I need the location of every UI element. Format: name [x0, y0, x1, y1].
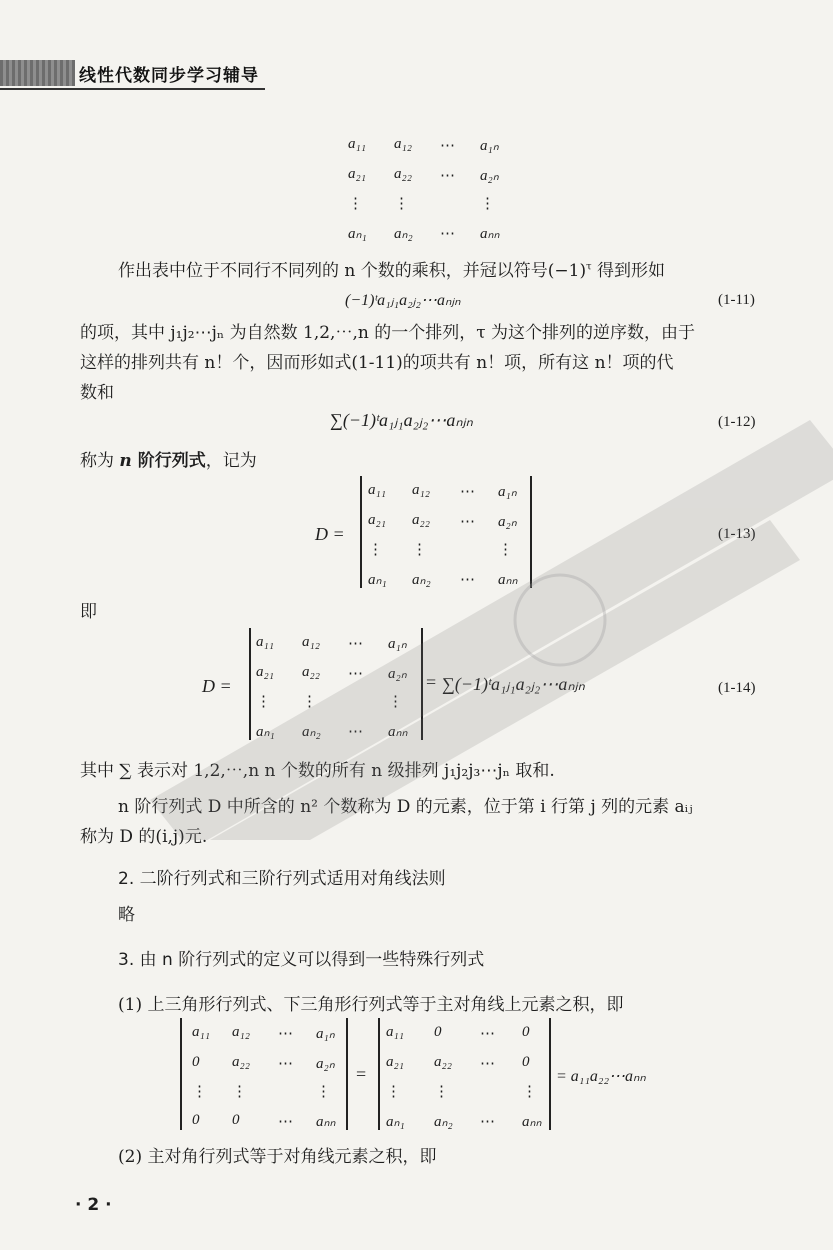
matrix-cell: ⋯: [278, 1056, 293, 1072]
section-3-heading: 3. 由 n 阶行列式的定义可以得到一些特殊行列式: [118, 950, 485, 970]
matrix-cell: ⋯: [480, 1026, 495, 1042]
matrix-cell: aₙ₁: [348, 226, 367, 242]
matrix-cell: ⋯: [278, 1026, 293, 1042]
matrix-cell: aₙ₁: [368, 572, 387, 588]
paragraph-6: 其中 ∑ 表示对 1,2,⋯,n n 个数的所有 n 级排列 j₁j₂j₃⋯jₙ 取和.: [80, 761, 555, 781]
matrix-cell: 0: [522, 1054, 530, 1070]
matrix-cell: a₁₂: [302, 634, 320, 650]
matrix-cell: ⋯: [348, 666, 363, 682]
matrix-cell: a₂₂: [434, 1054, 452, 1070]
matrix-cell: ⋮: [316, 1084, 331, 1100]
matrix-cell: a₁ₙ: [498, 484, 517, 500]
term-formula: (−1)ᵗa₁ⱼ₁a₂ⱼ₂⋯aₙⱼₙ: [345, 292, 461, 309]
matrix-cell: aₙₙ: [522, 1114, 542, 1130]
ji-label: 即: [80, 602, 97, 622]
matrix-cell: a₂ₙ: [316, 1056, 335, 1072]
paragraph-4: 数和: [80, 383, 114, 403]
definition-n: n: [119, 451, 132, 471]
matrix-cell: ⋮: [388, 694, 403, 710]
diagonal-product: = a₁₁a₂₂⋯aₙₙ: [556, 1068, 646, 1085]
matrix-cell: ⋮: [302, 694, 317, 710]
matrix-cell: ⋯: [460, 514, 475, 530]
paragraph-2: 的项，其中 j₁j₂⋯jₙ 为自然数 1,2,⋯,n 的一个排列，τ 为这个排列的逆序数，由于: [80, 323, 696, 343]
matrix-cell: ⋮: [412, 542, 427, 558]
matrix-cell: a₁ₙ: [388, 636, 407, 652]
determinant-bar-left: [180, 1018, 182, 1130]
paragraph-3: 这样的排列共有 n！个，因而形如式(1-11)的项共有 n！项，所有这 n！项的代: [80, 353, 674, 373]
d-equals-1-13: D =: [315, 524, 345, 544]
determinant-bar-right: [549, 1018, 551, 1130]
matrix-cell: ⋯: [480, 1056, 495, 1072]
header-rule: [0, 88, 265, 90]
equation-number-1-14: (1-14): [718, 680, 756, 696]
matrix-cell: ⋮: [498, 542, 513, 558]
determinant-bar-right: [421, 628, 423, 740]
matrix-cell: a₁₁: [386, 1024, 404, 1040]
matrix-cell: a₁ₙ: [316, 1026, 335, 1042]
paragraph-8: 称为 D 的(i,j)元.: [80, 827, 208, 847]
matrix-cell: ⋮: [386, 1084, 401, 1100]
matrix-cell: a₁₂: [394, 136, 412, 152]
determinant-bar-left: [360, 476, 362, 588]
book-title: 线性代数同步学习辅导: [79, 65, 259, 86]
matrix-cell: ⋯: [480, 1114, 495, 1130]
matrix-cell: a₂₂: [394, 166, 412, 182]
section-2-heading: 2. 二阶行列式和三阶行列式适用对角线法则: [118, 869, 446, 889]
matrix-cell: ⋮: [368, 542, 383, 558]
matrix-cell: a₁₂: [232, 1024, 250, 1040]
equation-number-1-13: (1-13): [718, 526, 756, 542]
matrix-cell: 0: [232, 1112, 240, 1128]
item-2: (2) 主对角行列式等于对角线元素之积，即: [118, 1147, 437, 1167]
matrix-cell: 0: [192, 1112, 200, 1128]
eq-sign-triangular: =: [356, 1064, 367, 1084]
paragraph-7: n 阶行列式 D 中所含的 n² 个数称为 D 的元素，位于第 i 行第 j 列的元素 aᵢⱼ: [118, 797, 693, 817]
equation-number-1-12: (1-12): [718, 414, 756, 430]
matrix-cell: 0: [434, 1024, 442, 1040]
tau-superscript: τ: [586, 261, 592, 273]
matrix-cell: a₁₁: [256, 634, 274, 650]
matrix-cell: aₙ₂: [412, 572, 431, 588]
matrix-cell: ⋯: [278, 1114, 293, 1130]
matrix-cell: ⋮: [394, 196, 409, 212]
matrix-cell: ⋮: [348, 196, 363, 212]
matrix-cell: aₙ₂: [302, 724, 321, 740]
determinant-bar-left: [378, 1018, 380, 1130]
matrix-cell: a₂₁: [256, 664, 274, 680]
matrix-cell: ⋯: [440, 138, 455, 154]
matrix-cell: a₂₁: [386, 1054, 404, 1070]
matrix-cell: a₂₁: [368, 512, 386, 528]
matrix-cell: ⋮: [480, 196, 495, 212]
sum-formula: ∑(−1)ᵗa₁ⱼ₁a₂ⱼ₂⋯aₙⱼₙ: [330, 410, 473, 430]
eq-sign-1-14: =: [426, 672, 437, 692]
matrix-cell: aₙₙ: [316, 1114, 336, 1130]
determinant-bar-right: [530, 476, 532, 588]
matrix-cell: ⋯: [348, 724, 363, 740]
matrix-cell: a₂ₙ: [480, 168, 499, 184]
matrix-cell: ⋯: [348, 636, 363, 652]
matrix-cell: ⋯: [460, 572, 475, 588]
matrix-cell: ⋯: [440, 226, 455, 242]
d-equals-1-14: D =: [202, 676, 232, 696]
matrix-cell: a₂₂: [232, 1054, 250, 1070]
page-number: · 2 ·: [75, 1195, 112, 1215]
determinant-bar-right: [346, 1018, 348, 1130]
matrix-cell: a₂ₙ: [498, 514, 517, 530]
matrix-cell: ⋯: [460, 484, 475, 500]
paragraph-1-text: 作出表中位于不同行不同列的 n 个数的乘积，并冠以符号(−1): [118, 261, 587, 281]
matrix-cell: 0: [522, 1024, 530, 1040]
matrix-cell: ⋮: [232, 1084, 247, 1100]
running-header: [0, 60, 265, 86]
matrix-cell: aₙₙ: [498, 572, 518, 588]
paragraph-1-end: 得到形如: [591, 261, 666, 281]
lue-text: 略: [118, 905, 135, 925]
equation-number-1-11: (1-11): [718, 292, 755, 308]
matrix-cell: ⋮: [192, 1084, 207, 1100]
matrix-cell: a₁₁: [192, 1024, 210, 1040]
definition-prefix: 称为: [80, 451, 120, 471]
sum-formula-1-14: ∑(−1)ᵗa₁ⱼ₁a₂ⱼ₂⋯aₙⱼₙ: [442, 674, 585, 694]
paragraph-1: [118, 256, 665, 281]
matrix-cell: 0: [192, 1054, 200, 1070]
matrix-cell: aₙ₂: [394, 226, 413, 242]
matrix-cell: a₁ₙ: [480, 138, 499, 154]
definition-term: 阶行列式: [131, 451, 206, 471]
matrix-cell: a₂₁: [348, 166, 366, 182]
matrix-cell: a₂₂: [412, 512, 430, 528]
matrix-cell: aₙ₂: [434, 1114, 453, 1130]
matrix-cell: aₙₙ: [388, 724, 408, 740]
matrix-cell: a₂₂: [302, 664, 320, 680]
matrix-cell: ⋮: [434, 1084, 449, 1100]
matrix-cell: aₙ₁: [386, 1114, 405, 1130]
matrix-cell: a₁₁: [348, 136, 366, 152]
definition-suffix: ，记为: [205, 451, 257, 471]
matrix-cell: ⋮: [522, 1084, 537, 1100]
matrix-cell: ⋮: [256, 694, 271, 710]
matrix-cell: a₁₂: [412, 482, 430, 498]
header-decoration: [0, 60, 75, 86]
matrix-cell: aₙ₁: [256, 724, 275, 740]
definition-line: [80, 446, 257, 471]
matrix-cell: a₁₁: [368, 482, 386, 498]
item-1: (1) 上三角形行列式、下三角形行列式等于主对角线上元素之积，即: [118, 995, 624, 1015]
matrix-cell: ⋯: [440, 168, 455, 184]
matrix-cell: a₂ₙ: [388, 666, 407, 682]
determinant-bar-left: [249, 628, 251, 740]
matrix-cell: aₙₙ: [480, 226, 500, 242]
